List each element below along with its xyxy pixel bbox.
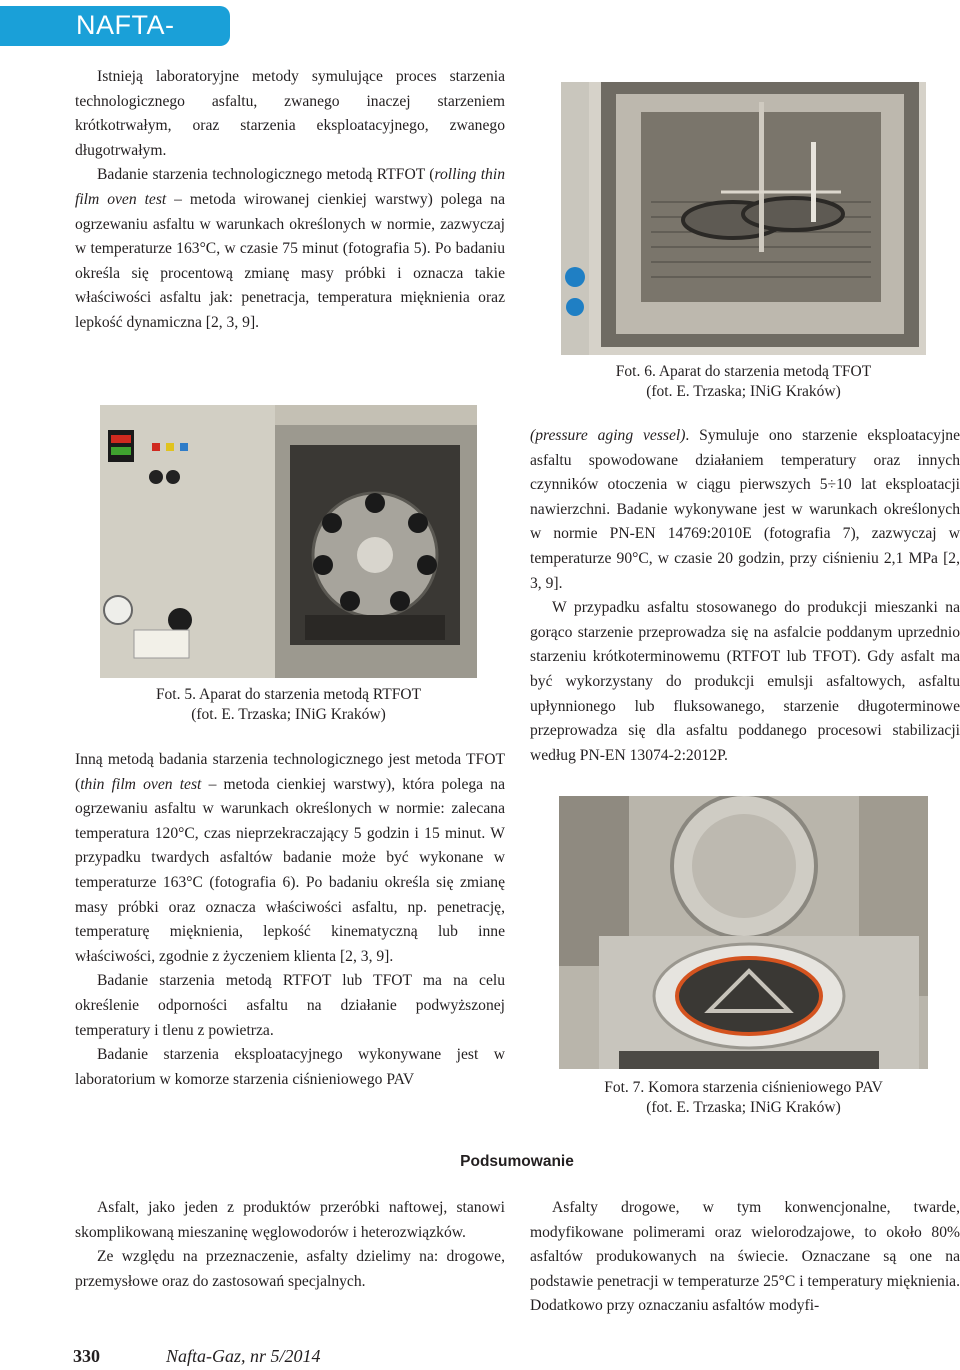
paragraph: Asfalt, jako jeden z produktów przeróbki naftowej, stanowi skomplikowaną mieszaninę węglowodorów i heterozwiązków. <box>75 1199 505 1241</box>
page-number: 330 <box>73 1346 100 1366</box>
caption-line: (fot. E. Trzaska; INiG Kraków) <box>646 383 841 400</box>
paragraph: Istnieją laboratoryjne metody symulujące proces starzenia technologicznego asfaltu, zwanego inaczej starzeniem krótkotrwałym, oraz starzenia eksploatacyjnego, zwanego długotrwałym. <box>75 68 505 159</box>
left-column-middle-text <box>75 748 505 1092</box>
journal-header-title: NAFTA-GAZ <box>76 10 175 71</box>
section-title-summary: Podsumowanie <box>460 1153 574 1170</box>
photo-rtfot-apparatus <box>100 405 477 678</box>
paragraph: W przypadku asfaltu stosowanego do produkcji mieszanki na gorąco starzenie przeprowadza się na asfalcie poddanym uprzednio starzeniu krótkoterminowemu (RTFOT lub TFOT). Gdy asfalt ma być wykorzystany do produkcji emulsji asfaltowych, asfaltu upłynnionego lub fluksowanego, starzenie długoterminowe przeprowadza się dla asfaltu poddanego procesowi stabilizacji według PN-EN 13074-2:2012P. <box>530 599 960 764</box>
caption-line: (fot. E. Trzaska; INiG Kraków) <box>191 706 386 723</box>
caption-line: Fot. 5. Aparat do starzenia metodą RTFOT <box>155 686 422 703</box>
fig7-caption <box>559 1078 928 1118</box>
caption-line: Fot. 7. Komora starzenia ciśnieniowego PAV <box>604 1079 883 1096</box>
right-column-middle-text <box>530 424 960 768</box>
caption-line: Fot. 6. Aparat do starzenia metodą TFOT <box>615 363 872 380</box>
paragraph: Ze względu na przeznaczenie, asfalty dzielimy na: drogowe, przemysłowe oraz do zastosowań specjalnych. <box>75 1248 505 1290</box>
summary-left-column <box>75 1196 505 1294</box>
fig5-caption <box>100 685 477 725</box>
fig6-caption <box>561 362 926 402</box>
journal-issue: Nafta-Gaz, nr 5/2014 <box>166 1346 321 1366</box>
paragraph: Asfalty drogowe, w tym konwencjonalne, twarde, modyfikowane polimerami oraz wielorodzajowe, to około 80% asfaltów produkowanych na świecie. Oznaczane są one na podstawie penetracji w temperaturze 25°C i temperatury mięknienia. Dodatkowo przy oznaczaniu asfaltów modyfi- <box>530 1199 960 1315</box>
paragraph: Inną metodą badania starzenia technologicznego jest metoda TFOT (thin film oven test – metoda cienkiej warstwy), która polega na ogrzewaniu asfaltu w warunkach określonych w normie: zalecana temperatura 120°C, czas nieprzekraczający 5 godzin i 15 minut. W przypadku twardych asfaltów badanie może być wykonane w temperaturze 163°C (fotografia 6). Po badaniu określa się zmianę masy próbki oraz oznacza właściwości asfaltu, np. penetrację, temperaturę mięknienia, lepkość kinematyczną lub inne właściwości, zgodnie z życzeniem klienta [2, 3, 9]. <box>75 751 505 965</box>
rtfot-apparatus-illustration <box>100 405 477 678</box>
photo-pav-chamber <box>559 796 928 1069</box>
pav-chamber-illustration <box>559 796 928 1069</box>
photo-tfot-apparatus <box>561 82 926 355</box>
left-column-top-text <box>75 65 505 336</box>
journal-header-tab <box>0 6 230 71</box>
paragraph: Badanie starzenia metodą RTFOT lub TFOT ma na celu określenie odporności asfaltu na działanie podwyższonej temperatury i tlenu z powietrza. <box>75 972 505 1039</box>
caption-line: (fot. E. Trzaska; INiG Kraków) <box>646 1099 841 1116</box>
paragraph: Badanie starzenia technologicznego metodą RTFOT (rolling thin film oven test – metoda wirowanej cienkiej warstwy) polega na ogrzewaniu asfaltu w warunkach określonych w normie, zazwyczaj w temperaturze 163°C, w czasie 75 minut (fotografia 5). Po badaniu określa się procentową zmianę masy próbki i oznacza takie właściwości asfaltu jak: penetracja, temperatura mięknienia oraz lepkość dynamiczna [2, 3, 9]. <box>75 166 505 331</box>
paragraph: Badanie starzenia eksploatacyjnego wykonywane jest w laboratorium w komorze starzenia ciśnieniowego PAV <box>75 1046 505 1088</box>
tfot-oven-illustration <box>561 82 926 355</box>
paragraph: (pressure aging vessel). Symuluje ono starzenie eksploatacyjne asfaltu spowodowane działaniem temperatury oraz innych czynników otoczenia w ciągu pierwszych 5÷10 lat eksploatacji nawierzchni. Badanie wykonywane jest w warunkach określonych w normie PN-EN 14769:2010E (fotografia 7), zazwyczaj w temperaturze 90°C, w czasie 20 godzin, przy ciśnieniu 2,1 MPa [2, 3, 9]. <box>530 427 960 592</box>
summary-right-column <box>530 1196 960 1319</box>
